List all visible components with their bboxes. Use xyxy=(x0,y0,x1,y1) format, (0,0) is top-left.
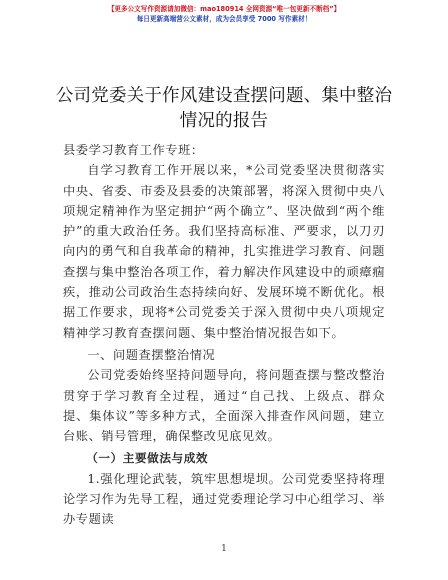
promo-banner xyxy=(0,4,448,24)
page-number: 1 xyxy=(221,544,227,554)
item-1: 1.强化理论武装，筑牢思想堤坝。公司党委坚持将理论学习作为先导工程，通过党委理论学习中心组学习、举办专题读 xyxy=(63,471,385,527)
salutation: 县委学习教育工作专班： xyxy=(63,143,204,157)
paragraph-intro: 自学习教育工作开展以来，*公司党委坚决贯彻落实中央、省委、市委及县委的决策部署，将深入贯彻中央八项规定精神作为坚定拥护“两个确立”、坚决做到“两个维护”的重大政治任务。我们坚持高标准、严要求，以刀刃向内的勇气和自我革命的精神，扎实推进学习教育、问题查摆与集中整治各项工作，着力解决作风建设中的顽瘴痼疾，推动公司政治生态持续向好、发展环境不断优化。根据工作要求，现将*公司党委关于深入贯彻中央八项规定精神学习教育查摆问题、集中整治情况报告如下。 xyxy=(63,163,385,340)
paragraph-section-1: 公司党委始终坚持问题导向，将问题查摆与整改整治贯穿于学习教育全过程，通过“自己找、上级点、群众提、集体议”等多种方式，全面深入排查作风问题，建立台账、销号管理，确保整改见底见效。 xyxy=(63,368,385,444)
document-body xyxy=(63,140,385,530)
subheading-1: （一）主要做法与成效 xyxy=(86,451,209,466)
promo-banner-line-2: 每日更新高端营公文素材，成为会员享受 7000 写作素材！ xyxy=(136,15,312,23)
section-heading-1: 一、问题查摆整治情况 xyxy=(87,347,216,362)
document-title: 公司党委关于作风建设查摆问题、集中整治情况的报告 xyxy=(55,86,393,131)
promo-banner-line-1: 【更多公文写作资源请加微信：mao180914 全网资源“唯一包更新不断档”】 xyxy=(107,5,341,13)
